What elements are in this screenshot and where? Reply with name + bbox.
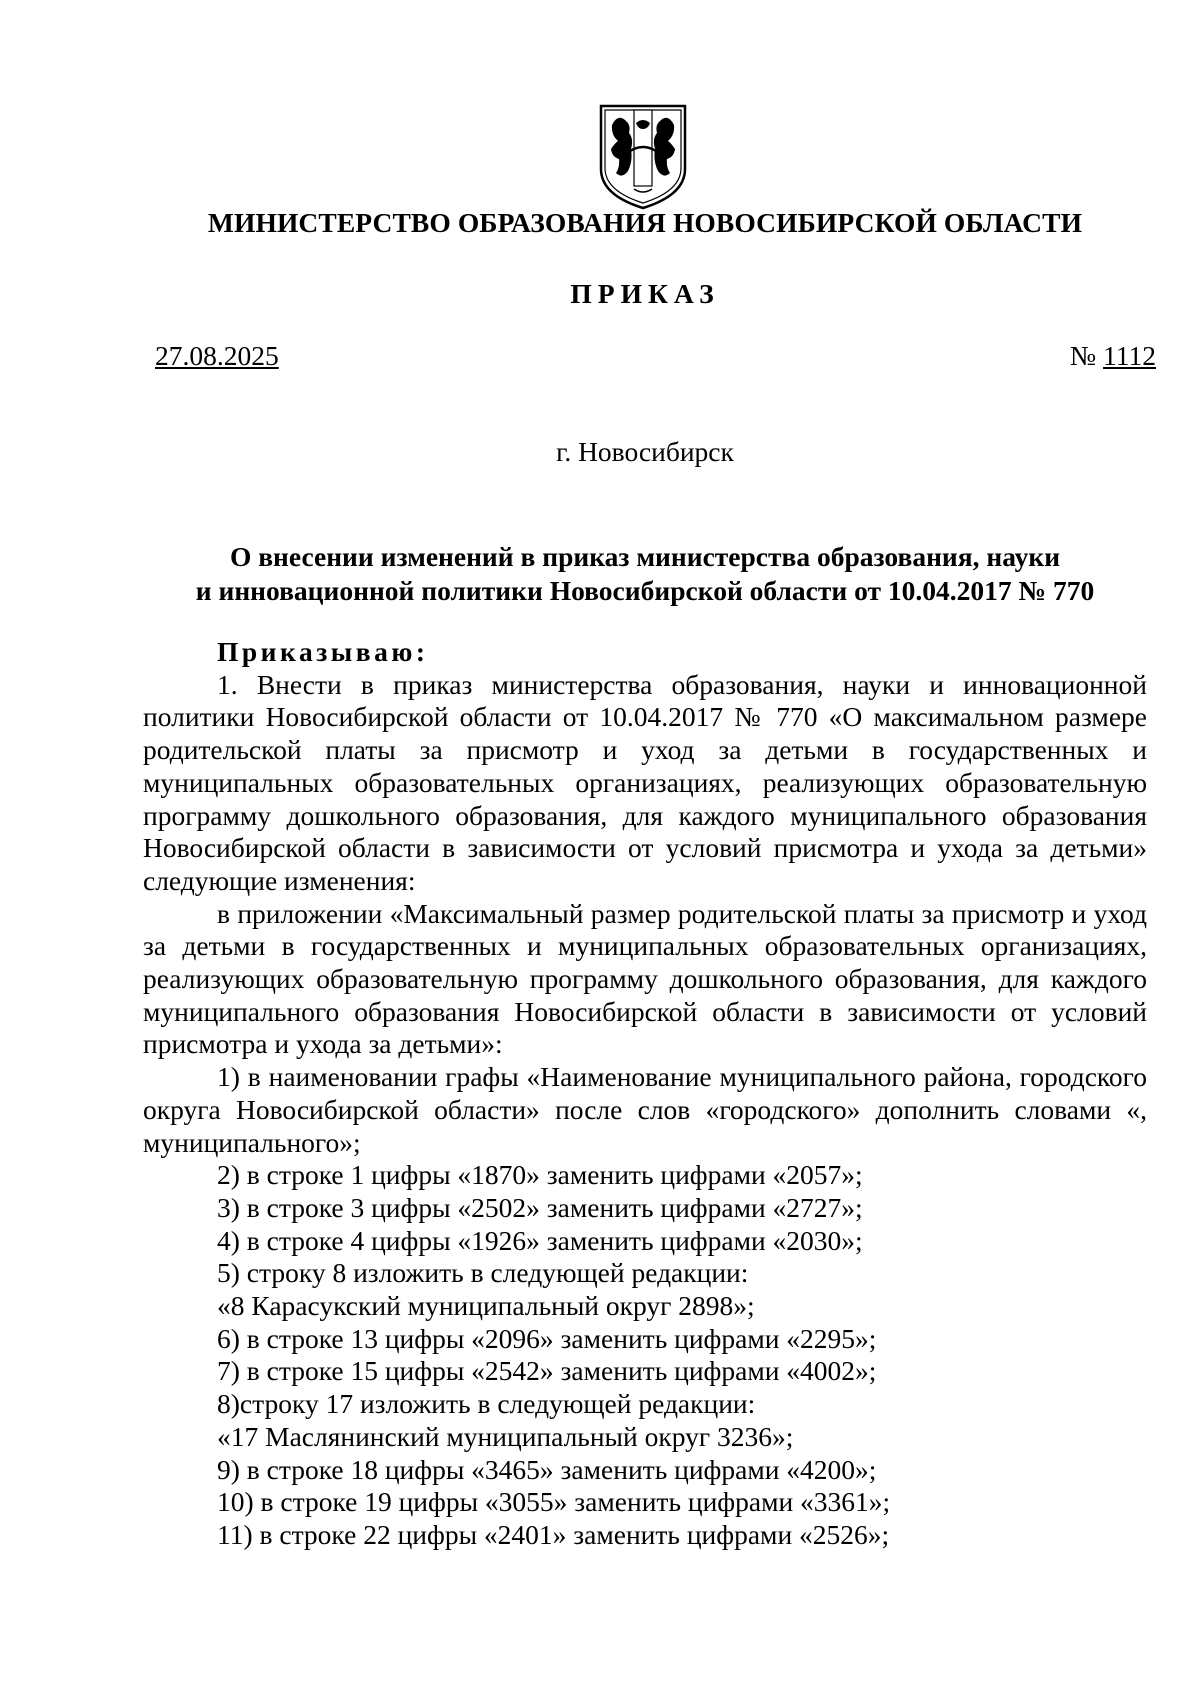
title-line-1: О внесении изменений в приказ министерства образования, науки: [229, 541, 1061, 572]
subitem-1: 1) в наименовании графы «Наименование муниципального района, городского округа Новосибирской области» после слов «городского» дополнить словами «, муниципального»;: [143, 1061, 1147, 1158]
subitem-7: 7) в строке 15 цифры «2542» заменить цифрами «4002»;: [217, 1355, 877, 1387]
appendix-paragraph: в приложении «Максимальный размер родительской платы за присмотр и уход за детьми в государственных и муниципальных образовательных организациях, реализующих образовательную программу дошкольного образования, для каждого муниципального образования Новосибирской области в зависимости от условий присмотра и ухода за детьми»:: [143, 897, 1147, 1060]
order-date: 27.08.2025: [155, 340, 279, 371]
item-1: 1. Внести в приказ министерства образования, науки и инновационной политики Новосибирской области от 10.04.2017 № 770 «О максимальном размере родительской платы за присмотр и уход за детьми в государственных и муниципальных образовательных организациях, реализующих образовательную программу дошкольного образования, для каждого муниципального образования Новосибирской области в зависимости от условий присмотра и ухода за детьми» следующие изменения:: [143, 668, 1147, 896]
document-type: ПРИКАЗ: [570, 278, 720, 309]
order-number: [1070, 340, 1156, 372]
subitem-3: 3) в строке 3 цифры «2502» заменить цифрами «2727»;: [217, 1191, 863, 1223]
coat-of-arms-novosibirsk-icon: [598, 103, 688, 211]
document-body: [143, 636, 1147, 1552]
city: г. Новосибирск: [556, 436, 734, 467]
subitem-8: 8)строку 17 изложить в следующей редакции:: [217, 1388, 756, 1420]
subitem-11: 11) в строке 22 цифры «2401» заменить цифрами «2526»;: [217, 1518, 890, 1550]
subitem-4: 4) в строке 4 цифры «1926» заменить цифрами «2030»;: [217, 1224, 863, 1256]
subitem-5: 5) строку 8 изложить в следующей редакции:: [217, 1257, 749, 1289]
subitem-8-quote: «17 Маслянинский муниципальный округ 3236»;: [217, 1420, 794, 1452]
document-title: [143, 540, 1147, 608]
subitem-9: 9) в строке 18 цифры «3465» заменить цифрами «4200»;: [217, 1453, 877, 1485]
subitem-10: 10) в строке 19 цифры «3055» заменить цифрами «3361»;: [217, 1486, 891, 1518]
order-number-prefix: №: [1069, 340, 1104, 371]
subitem-2: 2) в строке 1 цифры «1870» заменить цифрами «2057»;: [217, 1159, 863, 1191]
order-number-value: 1112: [1103, 340, 1156, 371]
title-line-2: и инновационной политики Новосибирской области от 10.04.2017 № 770: [195, 575, 1095, 606]
order-word: Приказываю:: [217, 636, 429, 667]
subitem-5-quote: «8 Карасукский муниципальный округ 2898»;: [217, 1290, 755, 1322]
ministry-name: МИНИСТЕРСТВО ОБРАЗОВАНИЯ НОВОСИБИРСКОЙ ОБЛАСТИ: [207, 207, 1083, 238]
subitem-6: 6) в строке 13 цифры «2096» заменить цифрами «2295»;: [217, 1322, 877, 1354]
